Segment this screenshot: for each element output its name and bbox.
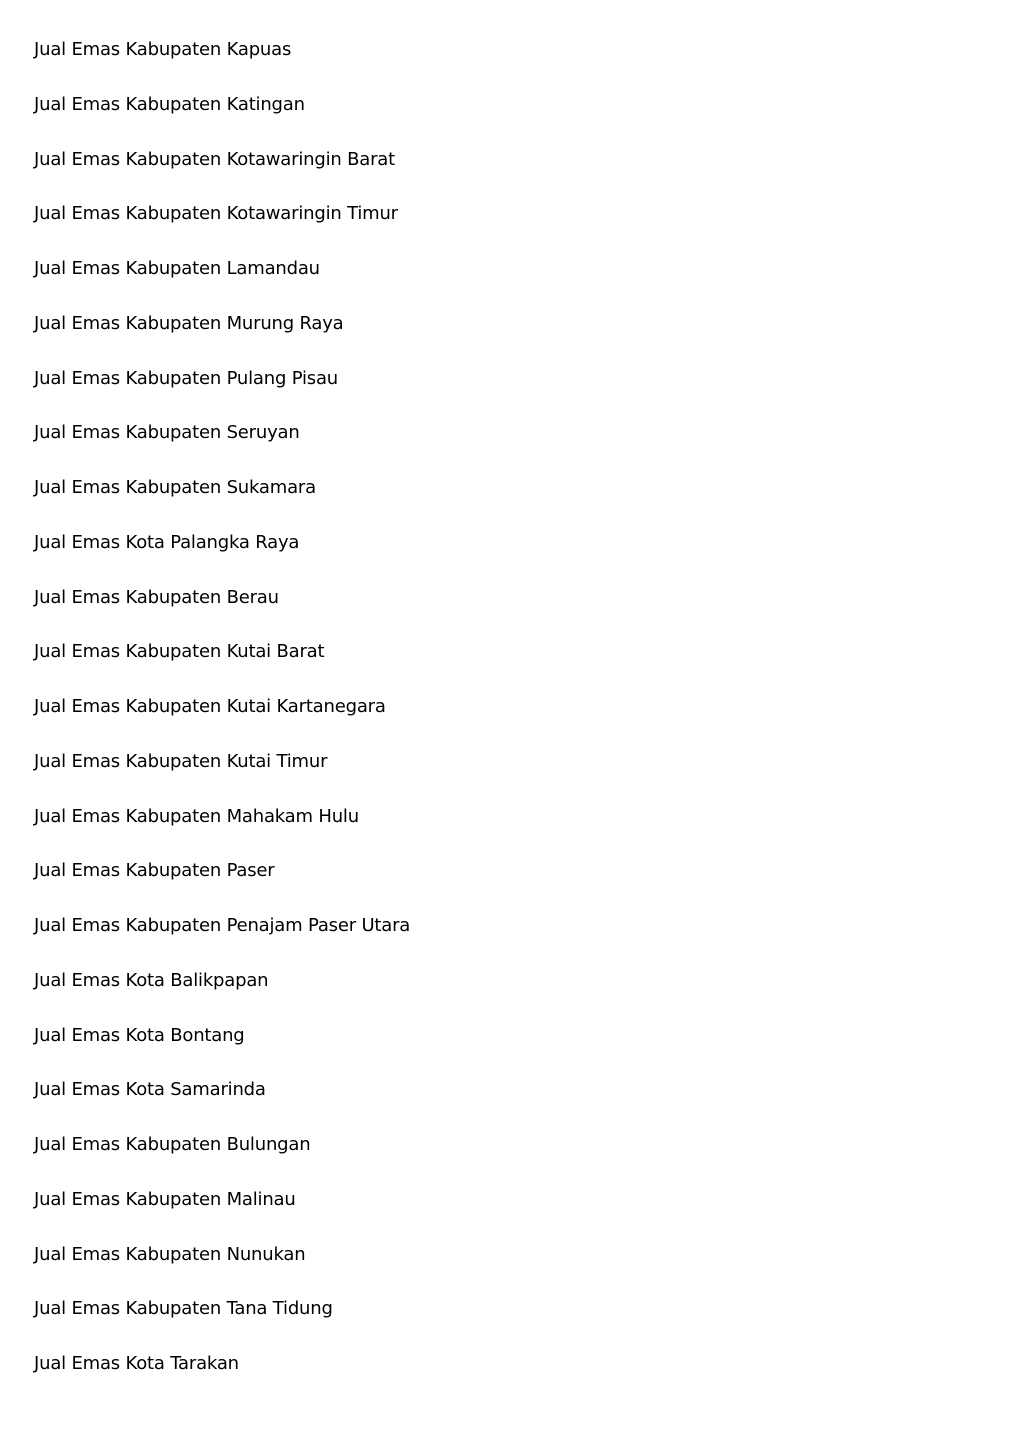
list-item: Jual Emas Kota Balikpapan — [34, 969, 269, 991]
list-item: Jual Emas Kabupaten Katingan — [34, 93, 305, 115]
list-item: Jual Emas Kabupaten Malinau — [34, 1188, 296, 1210]
list-item: Jual Emas Kabupaten Kotawaringin Timur — [34, 203, 398, 225]
list-item: Jual Emas Kabupaten Penajam Paser Utara — [34, 915, 411, 936]
list-item: Jual Emas Kabupaten Bulungan — [34, 1134, 311, 1155]
list-item: Jual Emas Kabupaten Kapuas — [34, 39, 292, 60]
list-item: Jual Emas Kota Tarakan — [34, 1353, 239, 1374]
list-item: Jual Emas Kabupaten Kutai Kartanegara — [34, 696, 386, 717]
list-item: Jual Emas Kabupaten Nunukan — [34, 1243, 306, 1265]
list-item: Jual Emas Kabupaten Kotawaringin Barat — [34, 148, 395, 170]
list-item: Jual Emas Kabupaten Pulang Pisau — [34, 367, 338, 389]
list-item: Jual Emas Kabupaten Paser — [34, 860, 275, 882]
list-item: Jual Emas Kabupaten Tana Tidung — [34, 1298, 333, 1320]
list-item: Jual Emas Kota Samarinda — [34, 1079, 266, 1101]
list-item: Jual Emas Kota Palangka Raya — [34, 531, 300, 553]
list-item: Jual Emas Kabupaten Murung Raya — [34, 312, 344, 334]
region-list — [34, 36, 410, 1405]
list-item: Jual Emas Kabupaten Berau — [34, 586, 279, 608]
list-item: Jual Emas Kabupaten Seruyan — [34, 422, 300, 444]
list-item: Jual Emas Kabupaten Kutai Barat — [34, 641, 325, 663]
list-item: Jual Emas Kabupaten Kutai Timur — [34, 750, 328, 772]
list-item: Jual Emas Kabupaten Mahakam Hulu — [34, 805, 359, 827]
list-item: Jual Emas Kabupaten Sukamara — [34, 477, 316, 498]
list-item: Jual Emas Kabupaten Lamandau — [34, 258, 320, 279]
list-item: Jual Emas Kota Bontang — [34, 1024, 245, 1046]
